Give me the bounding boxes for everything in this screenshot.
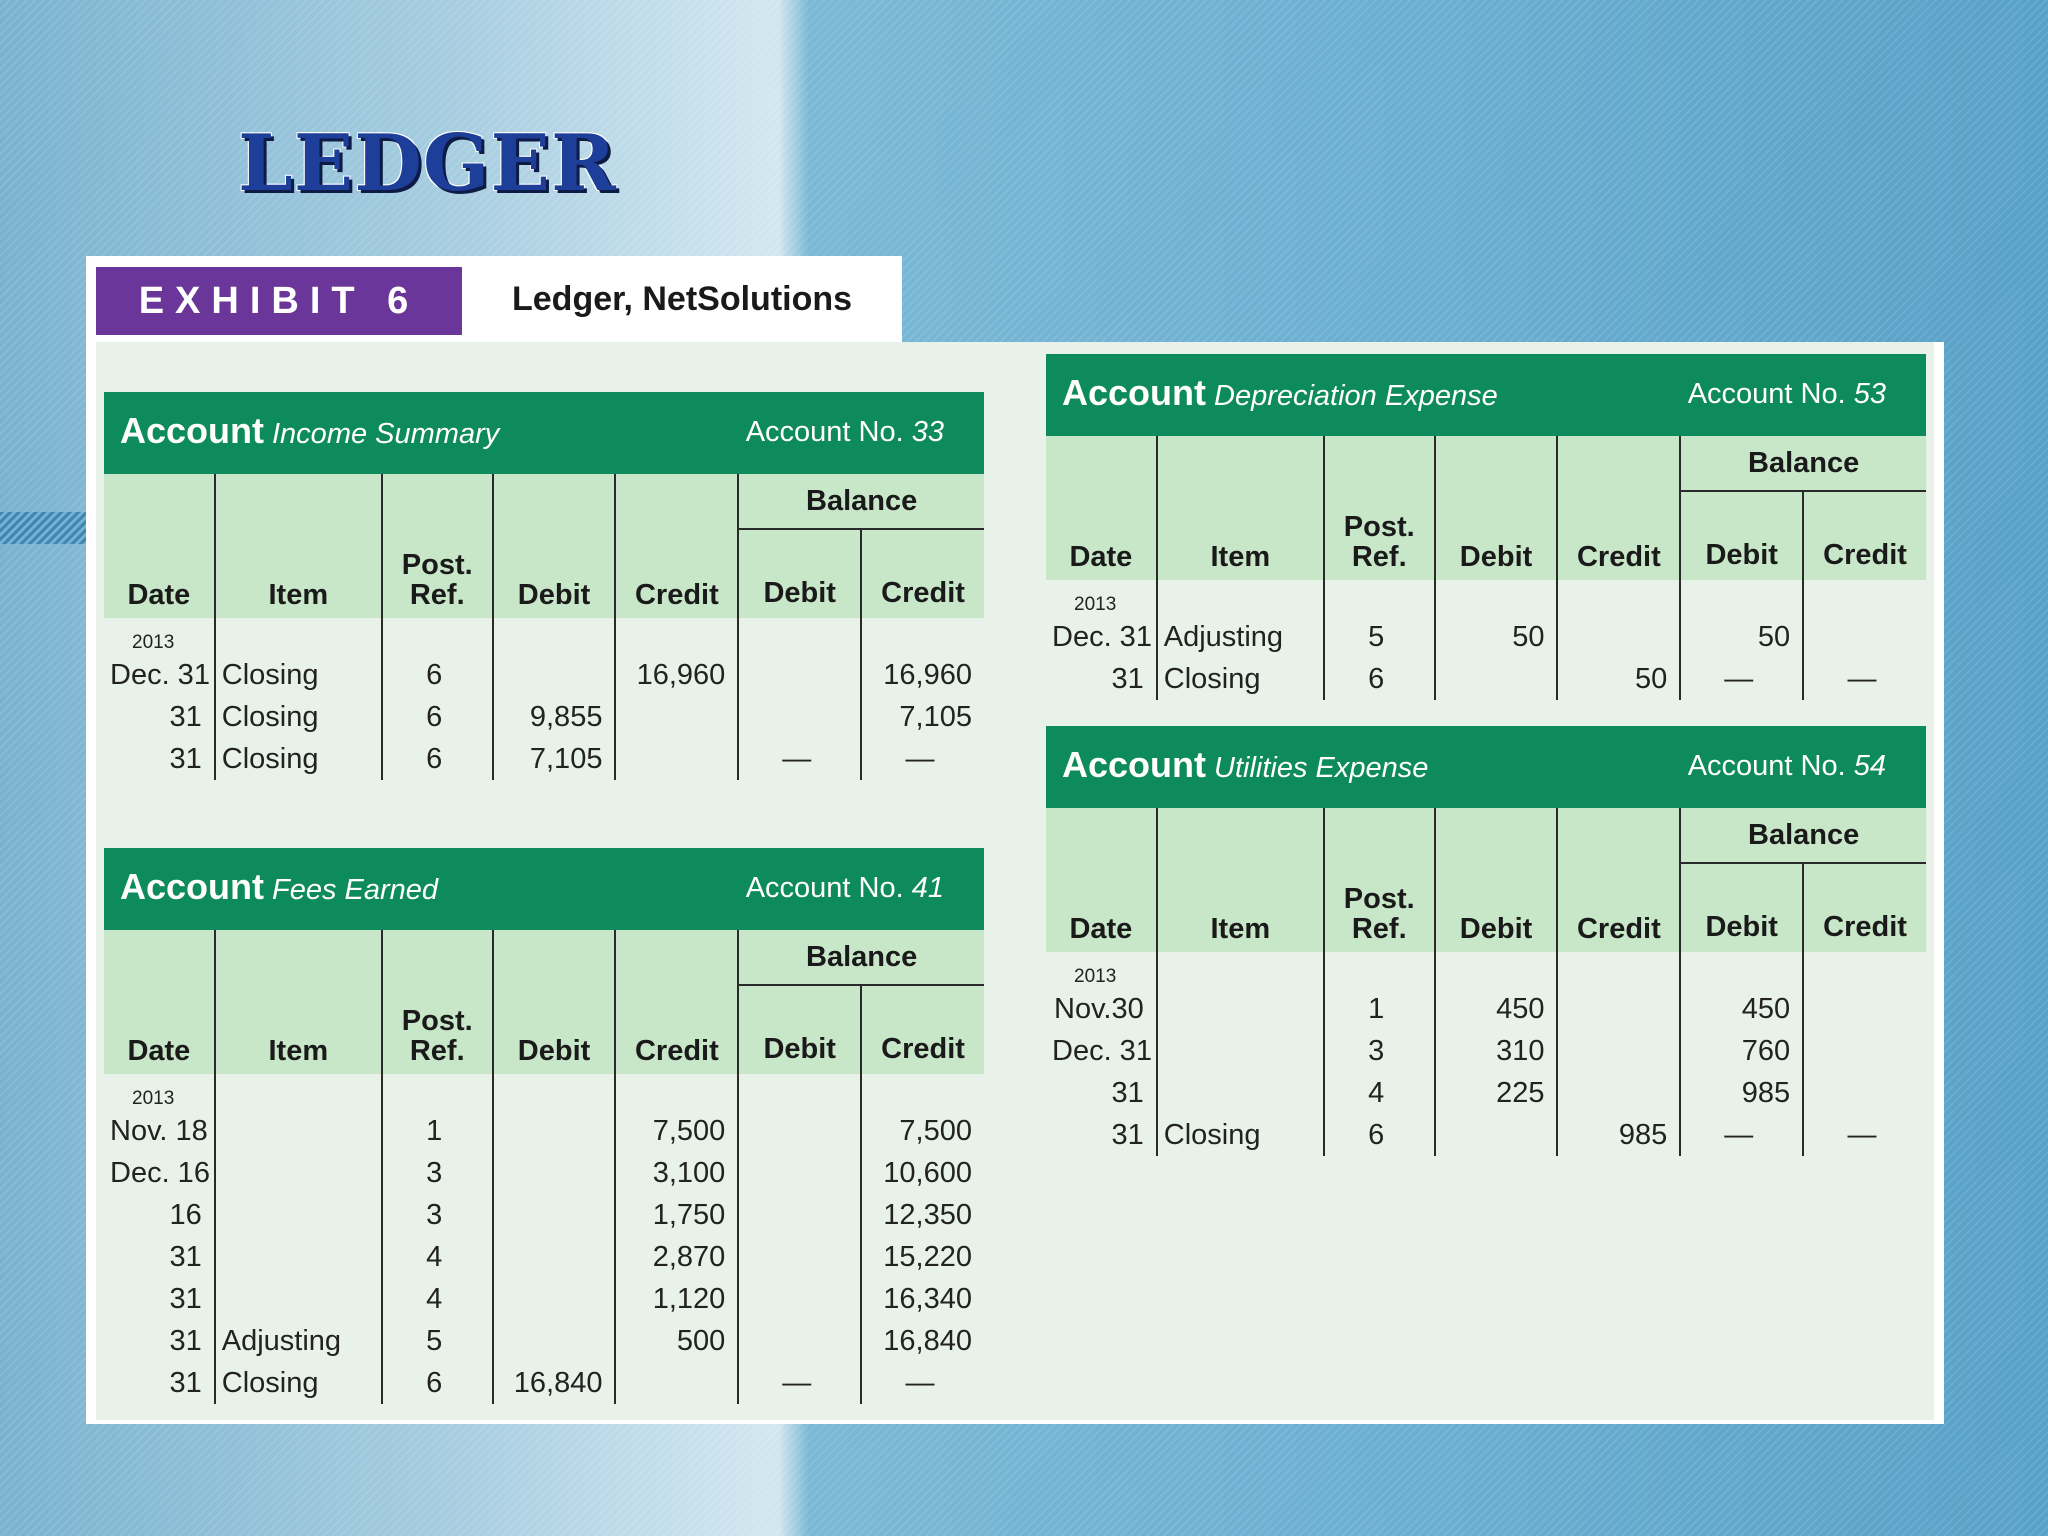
debit-cell: 310 xyxy=(1435,1030,1558,1072)
empty-cell xyxy=(382,618,493,654)
debit-cell: 450 xyxy=(1435,988,1558,1030)
column-header-post-ref: Post. Ref. xyxy=(382,930,493,1074)
item-cell: Closing xyxy=(215,738,382,780)
exhibit-label: EXHIBIT 6 xyxy=(96,267,462,335)
empty-cell xyxy=(615,618,738,654)
date-cell: Dec. 31 xyxy=(1052,1034,1152,1067)
column-header-post-ref: Post. Ref. xyxy=(1324,436,1435,580)
column-header-post-ref: Post. Ref. xyxy=(382,474,493,618)
column-header-debit: Debit xyxy=(493,930,616,1074)
item-cell: Closing xyxy=(215,654,382,696)
balance-credit-cell: 10,600 xyxy=(861,1152,984,1194)
balance-debit-cell xyxy=(738,1110,861,1152)
balance-debit-cell: 450 xyxy=(1680,988,1803,1030)
account-number xyxy=(1688,750,1886,783)
empty-cell xyxy=(738,618,861,654)
balance-credit-cell xyxy=(1803,1072,1926,1114)
credit-cell: 50 xyxy=(1557,658,1680,700)
post-ref-cell: 4 xyxy=(1324,1072,1435,1114)
account-number-prefix: Account No. xyxy=(1687,750,1846,782)
post-ref-cell: 5 xyxy=(382,1320,493,1362)
date-cell: 31 xyxy=(1111,1076,1144,1109)
column-header-debit: Debit xyxy=(1435,808,1558,952)
credit-cell: 7,500 xyxy=(615,1110,738,1152)
year-cell: 2013 xyxy=(1074,594,1117,615)
credit-cell xyxy=(615,738,738,780)
debit-cell xyxy=(493,1236,616,1278)
item-cell: Closing xyxy=(215,696,382,738)
balance-debit-cell: 985 xyxy=(1680,1072,1803,1114)
column-header-debit: Debit xyxy=(493,474,616,618)
account-number-value: 41 xyxy=(911,872,944,904)
empty-cell xyxy=(1680,952,1803,988)
account-header xyxy=(104,392,984,474)
balance-debit-cell xyxy=(738,1236,861,1278)
debit-cell xyxy=(493,1152,616,1194)
ledger-row xyxy=(1046,1072,1926,1114)
ledger-row xyxy=(1046,988,1926,1030)
empty-cell xyxy=(861,1074,984,1110)
ledger-panel xyxy=(86,342,1944,1424)
account-label xyxy=(1062,744,1428,786)
item-cell: Closing xyxy=(215,1362,382,1404)
column-header-item: Item xyxy=(215,930,382,1074)
debit-cell xyxy=(493,1110,616,1152)
post-ref-cell: 3 xyxy=(1324,1030,1435,1072)
ledger-row xyxy=(1046,658,1926,700)
credit-cell: 1,750 xyxy=(615,1194,738,1236)
date-cell: 31 xyxy=(169,1240,202,1273)
balance-debit-cell: 760 xyxy=(1680,1030,1803,1072)
item-cell xyxy=(1157,1072,1324,1114)
post-ref-cell: 6 xyxy=(382,654,493,696)
date-cell: 16 xyxy=(169,1198,202,1231)
account-number-value: 33 xyxy=(911,416,944,448)
account-number xyxy=(1688,378,1886,411)
ledger-table xyxy=(1046,808,1926,1156)
account-name: Depreciation Expense xyxy=(1214,380,1498,412)
column-header-balance-credit: Credit xyxy=(861,529,984,618)
balance-debit-cell xyxy=(738,1194,861,1236)
column-header-balance: Balance xyxy=(1680,436,1926,491)
credit-cell xyxy=(1557,1030,1680,1072)
column-header-balance-debit: Debit xyxy=(1680,491,1803,580)
column-header-debit: Debit xyxy=(1435,436,1558,580)
balance-credit-cell xyxy=(1803,988,1926,1030)
empty-cell xyxy=(1803,580,1926,616)
decorative-stripe xyxy=(0,512,88,544)
post-ref-cell: 6 xyxy=(382,696,493,738)
account-label xyxy=(1062,372,1498,414)
balance-debit-cell xyxy=(738,1320,861,1362)
date-cell: Dec. 31 xyxy=(1052,620,1152,653)
balance-debit-cell: 50 xyxy=(1680,616,1803,658)
exhibit-header xyxy=(86,256,902,342)
debit-cell xyxy=(493,1194,616,1236)
empty-cell xyxy=(493,1074,616,1110)
credit-cell: 500 xyxy=(615,1320,738,1362)
column-header-date: Date xyxy=(1046,808,1157,952)
credit-cell xyxy=(615,696,738,738)
year-row xyxy=(104,1074,984,1110)
balance-debit-cell: — xyxy=(738,1362,861,1404)
post-ref-cell: 3 xyxy=(382,1194,493,1236)
empty-cell xyxy=(738,1074,861,1110)
debit-cell xyxy=(493,1278,616,1320)
account-header xyxy=(1046,726,1926,808)
date-cell: 31 xyxy=(1111,662,1144,695)
credit-cell: 16,960 xyxy=(615,654,738,696)
account-name: Income Summary xyxy=(272,418,500,450)
account-number-value: 53 xyxy=(1853,378,1886,410)
ledger-row xyxy=(1046,616,1926,658)
column-header-balance-debit: Debit xyxy=(738,985,861,1074)
column-header-balance: Balance xyxy=(738,930,984,985)
column-header-balance-debit: Debit xyxy=(1680,863,1803,952)
balance-debit-cell xyxy=(738,1278,861,1320)
column-header-credit: Credit xyxy=(615,930,738,1074)
column-header-date: Date xyxy=(1046,436,1157,580)
debit-cell xyxy=(493,1320,616,1362)
balance-debit-cell xyxy=(738,1152,861,1194)
debit-cell: 225 xyxy=(1435,1072,1558,1114)
debit-cell: 16,840 xyxy=(493,1362,616,1404)
empty-cell xyxy=(615,1074,738,1110)
column-header-credit: Credit xyxy=(615,474,738,618)
credit-cell: 3,100 xyxy=(615,1152,738,1194)
ledger-row xyxy=(104,1236,984,1278)
column-header-balance-credit: Credit xyxy=(1803,863,1926,952)
empty-cell xyxy=(493,618,616,654)
balance-credit-cell: 16,960 xyxy=(861,654,984,696)
item-cell xyxy=(215,1110,382,1152)
debit-cell xyxy=(493,654,616,696)
column-header-post-ref: Post. Ref. xyxy=(1324,808,1435,952)
column-header-item: Item xyxy=(215,474,382,618)
date-cell: 31 xyxy=(169,1282,202,1315)
post-ref-cell: 5 xyxy=(1324,616,1435,658)
account-fees-earned xyxy=(104,848,984,1404)
balance-debit-cell xyxy=(738,654,861,696)
ledger-row xyxy=(1046,1030,1926,1072)
account-utilities-expense xyxy=(1046,726,1926,1156)
account-label xyxy=(120,410,499,452)
column-header-date: Date xyxy=(104,930,215,1074)
account-label xyxy=(120,866,438,908)
empty-cell xyxy=(1803,952,1926,988)
column-header-date: Date xyxy=(104,474,215,618)
account-word: Account xyxy=(120,410,264,451)
item-cell: Adjusting xyxy=(1157,616,1324,658)
empty-cell xyxy=(1557,952,1680,988)
item-cell xyxy=(215,1152,382,1194)
date-cell: Nov.30 xyxy=(1054,992,1144,1025)
date-cell: 31 xyxy=(169,742,202,775)
column-header-item: Item xyxy=(1157,808,1324,952)
empty-cell xyxy=(215,1074,382,1110)
empty-cell xyxy=(1157,580,1324,616)
credit-cell xyxy=(1557,1072,1680,1114)
empty-cell xyxy=(215,618,382,654)
debit-cell xyxy=(1435,1114,1558,1156)
empty-cell xyxy=(1435,580,1558,616)
balance-credit-cell: 12,350 xyxy=(861,1194,984,1236)
account-number-prefix: Account No. xyxy=(1687,378,1846,410)
year-row xyxy=(104,618,984,654)
balance-credit-cell: 16,340 xyxy=(861,1278,984,1320)
empty-cell xyxy=(1157,952,1324,988)
balance-credit-cell xyxy=(1803,616,1926,658)
post-ref-cell: 6 xyxy=(1324,658,1435,700)
debit-cell xyxy=(1435,658,1558,700)
item-cell xyxy=(215,1278,382,1320)
date-cell: Dec. 16 xyxy=(110,1156,210,1189)
item-cell xyxy=(215,1236,382,1278)
date-cell: Nov. 18 xyxy=(110,1114,208,1147)
column-header-balance-debit: Debit xyxy=(738,529,861,618)
ledger-table xyxy=(104,930,984,1404)
ledger-row xyxy=(104,738,984,780)
ledger-row xyxy=(104,1194,984,1236)
balance-credit-cell xyxy=(1803,1030,1926,1072)
credit-cell xyxy=(1557,616,1680,658)
year-cell: 2013 xyxy=(1074,966,1117,987)
account-number xyxy=(746,416,944,449)
empty-cell xyxy=(1680,580,1803,616)
ledger-row xyxy=(104,696,984,738)
balance-credit-cell: — xyxy=(1803,658,1926,700)
item-cell: Closing xyxy=(1157,658,1324,700)
account-depreciation-expense xyxy=(1046,354,1926,700)
balance-debit-cell xyxy=(738,696,861,738)
post-ref-cell: 1 xyxy=(1324,988,1435,1030)
page-title: LEDGER xyxy=(238,118,617,209)
balance-credit-cell: 7,105 xyxy=(861,696,984,738)
item-cell: Closing xyxy=(1157,1114,1324,1156)
column-header-balance-credit: Credit xyxy=(861,985,984,1074)
credit-cell xyxy=(1557,988,1680,1030)
ledger-row xyxy=(104,1320,984,1362)
column-header-credit: Credit xyxy=(1557,436,1680,580)
balance-debit-cell: — xyxy=(1680,1114,1803,1156)
post-ref-cell: 6 xyxy=(382,1362,493,1404)
column-header-balance-credit: Credit xyxy=(1803,491,1926,580)
account-name: Utilities Expense xyxy=(1214,752,1429,784)
post-ref-cell: 1 xyxy=(382,1110,493,1152)
account-header xyxy=(104,848,984,930)
ledger-row xyxy=(104,1362,984,1404)
balance-credit-cell: 16,840 xyxy=(861,1320,984,1362)
debit-cell: 50 xyxy=(1435,616,1558,658)
date-cell: 31 xyxy=(169,700,202,733)
year-row xyxy=(1046,580,1926,616)
account-number xyxy=(746,872,944,905)
account-name: Fees Earned xyxy=(272,874,439,906)
post-ref-cell: 6 xyxy=(382,738,493,780)
ledger-row xyxy=(1046,1114,1926,1156)
item-cell xyxy=(1157,988,1324,1030)
year-row xyxy=(1046,952,1926,988)
year-cell: 2013 xyxy=(132,1088,175,1109)
account-word: Account xyxy=(1062,372,1206,413)
debit-cell: 7,105 xyxy=(493,738,616,780)
empty-cell xyxy=(1557,580,1680,616)
account-number-value: 54 xyxy=(1853,750,1886,782)
post-ref-cell: 6 xyxy=(1324,1114,1435,1156)
empty-cell xyxy=(1324,580,1435,616)
ledger-table xyxy=(104,474,984,780)
date-cell: 31 xyxy=(1111,1118,1144,1151)
ledger-row xyxy=(104,1278,984,1320)
empty-cell xyxy=(1324,952,1435,988)
exhibit-title: Ledger, NetSolutions xyxy=(512,280,853,318)
balance-credit-cell: 15,220 xyxy=(861,1236,984,1278)
post-ref-cell: 4 xyxy=(382,1236,493,1278)
balance-credit-cell: — xyxy=(861,738,984,780)
ledger-table xyxy=(1046,436,1926,700)
account-word: Account xyxy=(120,866,264,907)
column-header-balance: Balance xyxy=(738,474,984,529)
credit-cell: 1,120 xyxy=(615,1278,738,1320)
item-cell xyxy=(1157,1030,1324,1072)
column-header-balance: Balance xyxy=(1680,808,1926,863)
post-ref-cell: 3 xyxy=(382,1152,493,1194)
ledger-row xyxy=(104,1110,984,1152)
date-cell: 31 xyxy=(169,1366,202,1399)
credit-cell xyxy=(615,1362,738,1404)
ledger-row xyxy=(104,1152,984,1194)
balance-credit-cell: — xyxy=(1803,1114,1926,1156)
account-number-prefix: Account No. xyxy=(745,416,904,448)
balance-debit-cell: — xyxy=(738,738,861,780)
account-number-prefix: Account No. xyxy=(745,872,904,904)
column-header-credit: Credit xyxy=(1557,808,1680,952)
account-header xyxy=(1046,354,1926,436)
debit-cell: 9,855 xyxy=(493,696,616,738)
item-cell: Adjusting xyxy=(215,1320,382,1362)
empty-cell xyxy=(1435,952,1558,988)
credit-cell: 985 xyxy=(1557,1114,1680,1156)
ledger-row xyxy=(104,654,984,696)
empty-cell xyxy=(382,1074,493,1110)
year-cell: 2013 xyxy=(132,632,175,653)
balance-debit-cell: — xyxy=(1680,658,1803,700)
balance-credit-cell: — xyxy=(861,1362,984,1404)
column-header-item: Item xyxy=(1157,436,1324,580)
empty-cell xyxy=(861,618,984,654)
account-income-summary xyxy=(104,392,984,780)
balance-credit-cell: 7,500 xyxy=(861,1110,984,1152)
date-cell: 31 xyxy=(169,1324,202,1357)
date-cell: Dec. 31 xyxy=(110,658,210,691)
post-ref-cell: 4 xyxy=(382,1278,493,1320)
item-cell xyxy=(215,1194,382,1236)
credit-cell: 2,870 xyxy=(615,1236,738,1278)
account-word: Account xyxy=(1062,744,1206,785)
